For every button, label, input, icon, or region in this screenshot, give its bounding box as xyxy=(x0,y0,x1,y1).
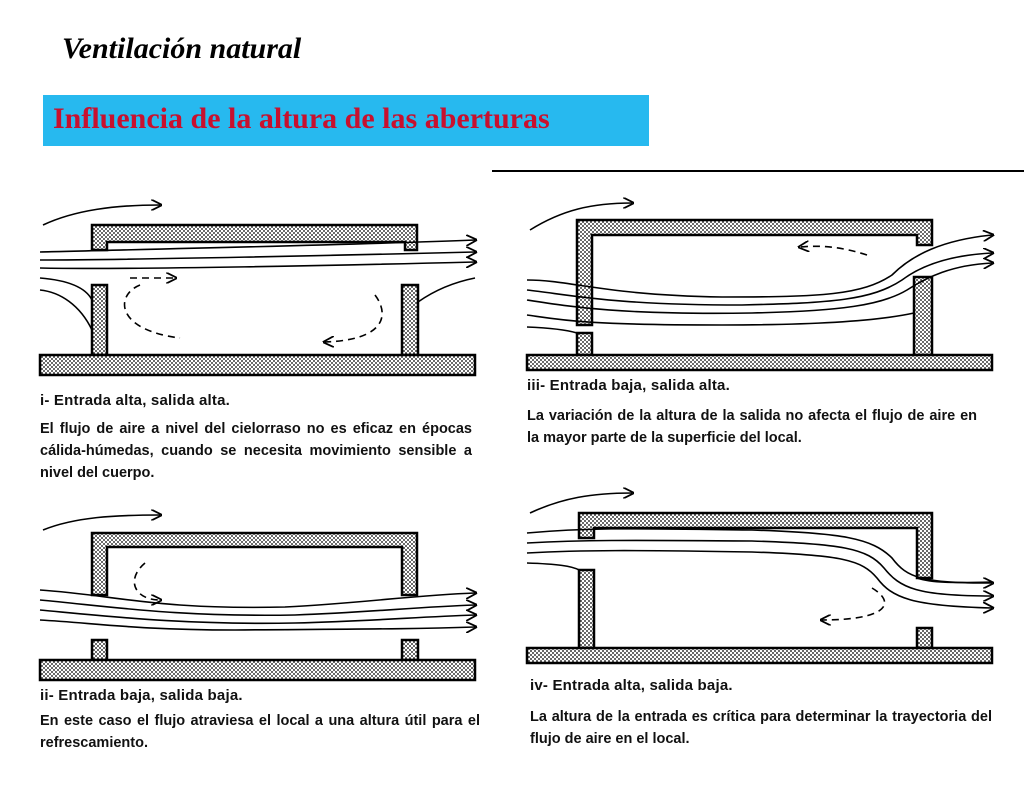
floor-slab xyxy=(527,648,992,663)
subtitle-band xyxy=(43,95,649,146)
caption-title: iii- Entrada baja, salida alta. xyxy=(527,377,730,394)
slide-title: Ventilación natural xyxy=(62,32,302,65)
subtitle-text: Influencia de la altura de las aberturas xyxy=(53,102,550,135)
caption-body: La variación de la altura de la salida no afecta el flujo de aire en la mayor parte de la superficie del local. xyxy=(527,408,977,446)
caption-title: ii- Entrada baja, salida baja. xyxy=(40,687,243,704)
divider-line xyxy=(492,170,1024,172)
left-wall xyxy=(579,570,594,648)
panel-high-in-low-out xyxy=(522,478,1002,788)
caption-title: i- Entrada alta, salida alta. xyxy=(40,392,231,409)
wall-structure xyxy=(40,225,475,375)
diagram-low-in-high-out xyxy=(522,185,1002,375)
right-sill xyxy=(917,628,932,648)
caption-body: El flujo de aire a nivel del cielorraso no es eficaz en épocas cálida-húmedas, cuando se necesita movimiento sensible a nivel del cuerpo. xyxy=(40,421,472,481)
roof-slab xyxy=(579,513,932,578)
diagram-low-in-low-out xyxy=(35,495,495,685)
left-wall xyxy=(92,285,107,355)
right-wall xyxy=(914,277,932,355)
left-sill xyxy=(577,333,592,355)
right-wall xyxy=(402,285,418,355)
panel-low-in-low-out xyxy=(35,495,515,805)
caption-body: La altura de la entrada es crítica para determinar la trayectoria del flujo de aire en el local. xyxy=(530,709,992,747)
caption-title: iv- Entrada alta, salida baja. xyxy=(530,677,733,694)
diagram-high-in-high-out xyxy=(35,190,495,380)
floor-slab xyxy=(40,355,475,375)
floor-slab xyxy=(40,660,475,680)
left-sill xyxy=(92,640,107,660)
wall-structure xyxy=(527,513,992,663)
right-sill xyxy=(402,640,418,660)
wall-structure xyxy=(527,220,992,370)
recirculation-loop xyxy=(125,278,383,342)
recirculation-loop xyxy=(134,563,160,600)
floor-slab xyxy=(527,355,992,370)
diagram-high-in-low-out xyxy=(522,478,1002,668)
recirculation-loop xyxy=(822,588,885,620)
recirculation-loop xyxy=(800,246,867,255)
panel-low-in-high-out xyxy=(522,185,1002,495)
roof-and-left-wall xyxy=(577,220,932,325)
panel-high-in-high-out xyxy=(35,190,515,500)
roof-and-upper-walls xyxy=(92,533,417,595)
caption-body: En este caso el flujo atraviesa el local a una altura útil para el refrescamiento. xyxy=(40,713,480,751)
